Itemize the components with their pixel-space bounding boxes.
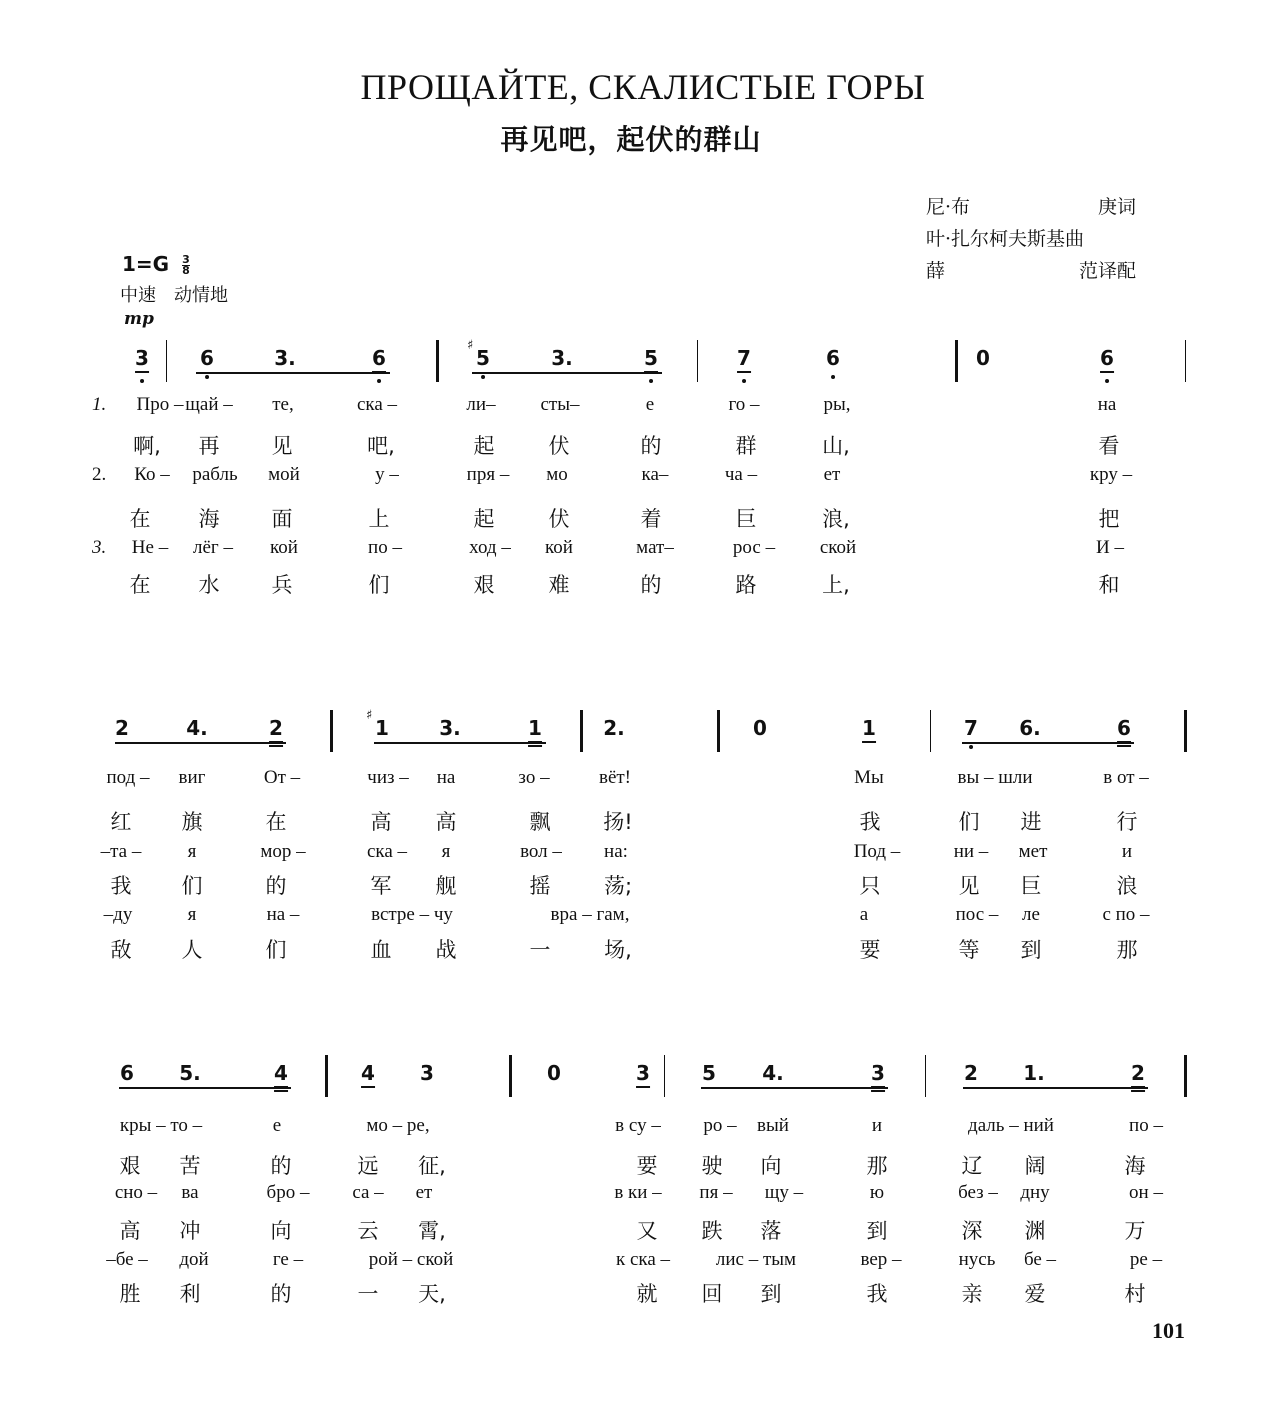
lyric-syllable: 看 bbox=[1098, 434, 1120, 458]
lyric-syllable: 山, bbox=[822, 434, 850, 458]
note: 3 bbox=[871, 1061, 885, 1085]
lyric-syllable: 征, bbox=[418, 1154, 446, 1178]
lyric-syllable: даль – ний bbox=[968, 1115, 1054, 1136]
time-signature: $\frac{3}{8}$ bbox=[182, 253, 190, 277]
lyric-syllable: зо – bbox=[518, 767, 550, 788]
underline-mark bbox=[361, 1086, 375, 1088]
beam-line bbox=[119, 1087, 291, 1089]
lyric-syllable: пя – bbox=[699, 1182, 733, 1203]
lyric-syllable: 把 bbox=[1098, 507, 1120, 531]
lyric-syllable: 起 bbox=[473, 507, 495, 531]
octave-dot-icon bbox=[969, 745, 973, 749]
lyric-syllable: 面 bbox=[271, 507, 293, 531]
tempo-marking: 中速 动情地 bbox=[120, 285, 228, 306]
lyric-syllable: 要 bbox=[859, 938, 881, 962]
lyric-syllable: на – bbox=[266, 904, 300, 925]
lyric-syllable: рос – bbox=[732, 537, 776, 558]
lyric-syllable: 上 bbox=[368, 507, 390, 531]
lyric-syllable: 到 bbox=[760, 1282, 782, 1306]
lyric-syllable: 我 bbox=[866, 1282, 888, 1306]
bar-line bbox=[509, 1055, 512, 1097]
note: 5 bbox=[702, 1061, 716, 1085]
lyric-syllable: щай – bbox=[185, 394, 233, 415]
lyric-syllable: 浪 bbox=[1116, 874, 1138, 898]
key-signature bbox=[122, 252, 190, 276]
credit-composer bbox=[926, 224, 1136, 251]
verse-number: 1. bbox=[92, 394, 107, 415]
verse-number: 2. bbox=[92, 464, 107, 485]
bar-line bbox=[325, 1055, 328, 1097]
note: 7 bbox=[964, 716, 978, 740]
dynamic-marking: mp bbox=[124, 309, 154, 329]
lyric-syllable: 红 bbox=[110, 810, 132, 834]
lyric-syllable: 进 bbox=[1020, 810, 1042, 834]
lyric-syllable: 一 bbox=[529, 938, 551, 962]
note: 6 bbox=[120, 1061, 134, 1085]
octave-dot-icon bbox=[742, 379, 746, 383]
lyric-syllable: я bbox=[187, 904, 197, 925]
lyric-syllable: он – bbox=[1129, 1182, 1163, 1203]
lyric-syllable: я bbox=[441, 841, 451, 862]
note: 3. bbox=[439, 716, 461, 740]
lyric-syllable: 巨 bbox=[735, 507, 757, 531]
lyric-syllable: сно – bbox=[114, 1182, 158, 1203]
lyric-syllable: 在 bbox=[129, 573, 151, 597]
note: 6 bbox=[1117, 716, 1131, 740]
bar-line bbox=[664, 1055, 665, 1097]
note: 0 bbox=[753, 716, 767, 740]
lyric-syllable: 浪, bbox=[822, 507, 850, 531]
lyric-syllable: вы – шли bbox=[957, 767, 1033, 788]
lyric-syllable: 伏 bbox=[548, 507, 570, 531]
lyric-syllable: 的 bbox=[640, 434, 662, 458]
underline-mark bbox=[269, 745, 283, 747]
lyric-syllable: 深 bbox=[961, 1219, 983, 1243]
lyric-syllable: 们 bbox=[265, 938, 287, 962]
bar-line bbox=[717, 710, 720, 752]
lyric-syllable: 兵 bbox=[271, 573, 293, 597]
lyric-syllable: кой bbox=[270, 537, 298, 558]
lyric-syllable: чиз – bbox=[367, 767, 409, 788]
bar-line bbox=[955, 340, 958, 382]
lyric-syllable: 再 bbox=[198, 434, 220, 458]
note: 6 bbox=[200, 346, 214, 370]
lyric-syllable: без – bbox=[958, 1182, 998, 1203]
underline-mark bbox=[737, 371, 751, 373]
lyric-syllable: 阔 bbox=[1024, 1154, 1046, 1178]
beam-line bbox=[472, 372, 662, 374]
credit-composer-name: 叶·扎尔柯夫斯基曲 bbox=[926, 228, 1085, 250]
lyric-syllable: и bbox=[1121, 841, 1133, 862]
beam-line bbox=[196, 372, 390, 374]
lyric-syllable: е bbox=[272, 1115, 282, 1136]
lyric-syllable: 人 bbox=[181, 938, 203, 962]
lyric-syllable: ро – bbox=[703, 1115, 737, 1136]
lyric-syllable: лис – тым bbox=[715, 1249, 797, 1270]
lyric-syllable: 扬! bbox=[603, 810, 633, 834]
octave-dot-icon bbox=[1105, 379, 1109, 383]
lyric-syllable: ча – bbox=[724, 464, 758, 485]
bar-line bbox=[697, 340, 698, 382]
lyric-syllable: ва bbox=[181, 1182, 199, 1203]
beam-line bbox=[963, 1087, 1148, 1089]
lyric-syllable: 起 bbox=[473, 434, 495, 458]
lyric-syllable: 行 bbox=[1116, 810, 1138, 834]
lyric-syllable: 见 bbox=[271, 434, 293, 458]
lyric-syllable: щу – bbox=[764, 1182, 804, 1203]
lyric-syllable: дой bbox=[179, 1249, 209, 1270]
lyric-syllable: 在 bbox=[129, 507, 151, 531]
underline-mark bbox=[1117, 745, 1131, 747]
lyric-syllable: пос – bbox=[955, 904, 999, 925]
lyric-syllable: мор – bbox=[260, 841, 306, 862]
lyric-syllable: виг bbox=[178, 767, 206, 788]
lyric-syllable: 海 bbox=[1124, 1154, 1146, 1178]
lyric-syllable: 们 bbox=[368, 573, 390, 597]
lyric-syllable: 霄, bbox=[418, 1219, 446, 1243]
lyric-syllable: 等 bbox=[958, 938, 980, 962]
lyric-syllable: у – bbox=[375, 464, 399, 485]
note: 2. bbox=[603, 716, 625, 740]
lyric-syllable: 见 bbox=[958, 874, 980, 898]
lyric-syllable: 摇 bbox=[529, 874, 551, 898]
credit-translator bbox=[926, 256, 1136, 283]
note: 2 bbox=[115, 716, 129, 740]
lyric-syllable: дну bbox=[1020, 1182, 1050, 1203]
lyric-syllable: бе – bbox=[1023, 1249, 1057, 1270]
lyric-syllable: вёт! bbox=[598, 767, 632, 788]
lyric-syllable: 的 bbox=[265, 874, 287, 898]
lyric-syllable: нусь bbox=[958, 1249, 996, 1270]
page-number: 101 bbox=[1152, 1318, 1185, 1343]
lyric-syllable: ход – bbox=[469, 537, 511, 558]
lyric-syllable: 战 bbox=[435, 938, 457, 962]
lyric-syllable: 到 bbox=[866, 1219, 888, 1243]
lyric-syllable: 们 bbox=[181, 874, 203, 898]
lyric-syllable: те, bbox=[272, 394, 294, 415]
lyric-syllable: в от – bbox=[1103, 767, 1149, 788]
note: 7 bbox=[737, 346, 751, 370]
lyric-syllable: по – bbox=[1129, 1115, 1163, 1136]
lyric-syllable: е bbox=[645, 394, 655, 415]
underline-mark bbox=[274, 1090, 288, 1092]
lyric-syllable: 吧, bbox=[367, 434, 395, 458]
beam-line bbox=[962, 742, 1134, 744]
lyric-syllable: 难 bbox=[548, 573, 570, 597]
lyric-syllable: на bbox=[1097, 394, 1117, 415]
lyric-syllable: 伏 bbox=[548, 434, 570, 458]
lyric-syllable: ни – bbox=[953, 841, 989, 862]
underline-mark bbox=[528, 745, 542, 747]
bar-line bbox=[580, 710, 583, 752]
lyric-syllable: 的 bbox=[270, 1282, 292, 1306]
lyric-syllable: ю bbox=[869, 1182, 885, 1203]
note: 2 bbox=[269, 716, 283, 740]
lyric-syllable: мо bbox=[546, 464, 568, 485]
lyric-syllable: 在 bbox=[265, 810, 287, 834]
bar-line bbox=[166, 340, 167, 382]
lyric-syllable: 群 bbox=[735, 434, 757, 458]
note: 4. bbox=[186, 716, 208, 740]
lyric-syllable: ка– bbox=[641, 464, 669, 485]
verse-number: 3. bbox=[92, 537, 107, 558]
lyric-syllable: 艰 bbox=[119, 1154, 141, 1178]
lyric-syllable: 又 bbox=[636, 1219, 658, 1243]
lyric-syllable: 场, bbox=[604, 938, 632, 962]
note: 4. bbox=[762, 1061, 784, 1085]
bar-line bbox=[1184, 710, 1187, 752]
note: 2 bbox=[1131, 1061, 1145, 1085]
lyric-syllable: в су – bbox=[615, 1115, 661, 1136]
lyric-syllable: ска – bbox=[366, 841, 408, 862]
lyric-syllable: 啊, bbox=[133, 434, 161, 458]
bar-line bbox=[330, 710, 333, 752]
note: 3. bbox=[274, 346, 296, 370]
lyric-syllable: 苦 bbox=[179, 1154, 201, 1178]
lyric-syllable: 向 bbox=[760, 1154, 782, 1178]
lyric-syllable: кру – bbox=[1089, 464, 1133, 485]
lyric-syllable: 军 bbox=[370, 874, 392, 898]
lyric-syllable: 辽 bbox=[961, 1154, 983, 1178]
lyric-syllable: 到 bbox=[1020, 938, 1042, 962]
lyric-syllable: мой bbox=[268, 464, 300, 485]
lyric-syllable: мо – ре, bbox=[366, 1115, 430, 1136]
note: 1 ♯ bbox=[366, 708, 389, 740]
note: 3 bbox=[420, 1061, 434, 1085]
lyric-syllable: бро – bbox=[266, 1182, 310, 1203]
lyric-syllable: 巨 bbox=[1020, 874, 1042, 898]
lyric-syllable: 就 bbox=[636, 1282, 658, 1306]
octave-dot-icon bbox=[205, 375, 209, 379]
lyric-syllable: ской bbox=[819, 537, 857, 558]
lyric-syllable: Не – bbox=[131, 537, 169, 558]
note: 3. bbox=[551, 346, 573, 370]
note: 4 bbox=[274, 1061, 288, 1085]
lyric-syllable: 冲 bbox=[179, 1219, 201, 1243]
lyric-syllable: ет bbox=[415, 1182, 433, 1203]
lyric-syllable: 万 bbox=[1124, 1219, 1146, 1243]
lyric-syllable: лёг – bbox=[193, 537, 233, 558]
lyric-syllable: 天, bbox=[418, 1282, 446, 1306]
lyric-syllable: а bbox=[859, 904, 869, 925]
note: 6 bbox=[372, 346, 386, 370]
lyric-syllable: 高 bbox=[435, 810, 457, 834]
lyric-syllable: От – bbox=[263, 767, 301, 788]
octave-dot-icon bbox=[649, 379, 653, 383]
underline-mark bbox=[135, 371, 149, 373]
octave-dot-icon bbox=[481, 375, 485, 379]
title-chinese: 再见吧，起伏的群山 bbox=[500, 123, 762, 156]
lyric-syllable: Про – bbox=[136, 394, 184, 415]
lyric-syllable: 艰 bbox=[473, 573, 495, 597]
note: 1. bbox=[1023, 1061, 1045, 1085]
note: 1 bbox=[528, 716, 542, 740]
lyric-syllable: 那 bbox=[1116, 938, 1138, 962]
lyric-syllable: –ду bbox=[103, 904, 133, 925]
lyric-syllable: 那 bbox=[866, 1154, 888, 1178]
lyric-syllable: са – bbox=[352, 1182, 384, 1203]
title-russian: ПРОЩАЙТЕ, СКАЛИСТЫЕ ГОРЫ bbox=[360, 67, 926, 107]
octave-dot-icon bbox=[831, 375, 835, 379]
lyric-syllable: 落 bbox=[760, 1219, 782, 1243]
lyric-syllable: ре – bbox=[1129, 1249, 1163, 1270]
lyric-syllable: Ко – bbox=[134, 464, 170, 485]
lyric-syllable: к ска – bbox=[615, 1249, 671, 1270]
lyric-syllable: 水 bbox=[198, 573, 220, 597]
lyric-syllable: 血 bbox=[370, 938, 392, 962]
lyric-syllable: 跌 bbox=[701, 1219, 723, 1243]
lyric-syllable: 旗 bbox=[181, 810, 203, 834]
lyric-syllable: ли– bbox=[466, 394, 496, 415]
lyric-syllable: 回 bbox=[701, 1282, 723, 1306]
lyric-syllable: вол – bbox=[520, 841, 562, 862]
note: 4 bbox=[361, 1061, 375, 1085]
lyric-syllable: встре – чу bbox=[371, 904, 453, 925]
lyric-syllable: я bbox=[187, 841, 197, 862]
note: 2 bbox=[964, 1061, 978, 1085]
lyric-syllable: мет bbox=[1018, 841, 1048, 862]
note: 6 bbox=[826, 346, 840, 370]
lyric-syllable: мат– bbox=[636, 537, 674, 558]
lyric-syllable: 飘 bbox=[529, 810, 551, 834]
lyric-syllable: 驶 bbox=[701, 1154, 723, 1178]
bar-line bbox=[1185, 340, 1186, 382]
lyric-syllable: кой bbox=[545, 537, 573, 558]
lyric-syllable: сты– bbox=[540, 394, 580, 415]
key-label: 1=G bbox=[122, 252, 170, 276]
underline-mark bbox=[871, 1090, 885, 1092]
lyric-syllable: ет bbox=[823, 464, 841, 485]
note: 5 ♯ bbox=[476, 346, 490, 370]
lyric-syllable: под – bbox=[106, 767, 150, 788]
lyric-syllable: на bbox=[436, 767, 456, 788]
lyric-syllable: ры, bbox=[823, 394, 851, 415]
lyric-syllable: 云 bbox=[357, 1219, 379, 1243]
beam-line bbox=[374, 742, 546, 744]
lyric-syllable: 们 bbox=[958, 810, 980, 834]
lyric-syllable: 海 bbox=[198, 507, 220, 531]
note: 3 bbox=[135, 346, 149, 370]
lyric-syllable: вер – bbox=[860, 1249, 902, 1270]
sharp-icon: ♯ bbox=[467, 338, 474, 353]
note: 1 bbox=[862, 716, 876, 740]
sharp-icon: ♯ bbox=[366, 708, 373, 723]
note: 3 bbox=[636, 1061, 650, 1085]
lyric-syllable: ска – bbox=[356, 394, 398, 415]
lyric-syllable: го – bbox=[728, 394, 760, 415]
lyric-syllable: по – bbox=[368, 537, 402, 558]
lyric-syllable: 着 bbox=[640, 507, 662, 531]
octave-dot-icon bbox=[140, 379, 144, 383]
lyric-syllable: 我 bbox=[110, 874, 132, 898]
lyric-syllable: 一 bbox=[357, 1282, 379, 1306]
lyric-syllable: рабль bbox=[192, 464, 238, 485]
lyric-syllable: 的 bbox=[270, 1154, 292, 1178]
lyric-syllable: ге – bbox=[272, 1249, 304, 1270]
credit-lyricist-name: 尼·布 bbox=[926, 196, 971, 218]
beam-line bbox=[701, 1087, 888, 1089]
lyric-syllable: –та – bbox=[100, 841, 142, 862]
underline-mark bbox=[862, 741, 876, 743]
lyric-syllable: вра – гам, bbox=[550, 904, 630, 925]
lyric-syllable: 路 bbox=[735, 573, 757, 597]
bar-line bbox=[930, 710, 931, 752]
underline-mark bbox=[1131, 1090, 1145, 1092]
bar-line bbox=[1184, 1055, 1187, 1097]
lyric-syllable: рой – ской bbox=[368, 1249, 454, 1270]
lyric-syllable: 和 bbox=[1098, 573, 1120, 597]
credit-translator-role: 范译配 bbox=[1078, 260, 1136, 282]
lyric-syllable: Под – bbox=[853, 841, 901, 862]
underline-mark bbox=[636, 1086, 650, 1088]
note: 0 bbox=[976, 346, 990, 370]
lyric-syllable: пря – bbox=[466, 464, 510, 485]
lyric-syllable: 向 bbox=[270, 1219, 292, 1243]
note: 5 bbox=[644, 346, 658, 370]
beam-line bbox=[115, 742, 286, 744]
lyric-syllable: 远 bbox=[357, 1154, 379, 1178]
bar-line bbox=[436, 340, 439, 382]
lyric-syllable: и bbox=[871, 1115, 883, 1136]
lyric-syllable: 村 bbox=[1124, 1282, 1146, 1306]
lyric-syllable: 胜 bbox=[119, 1282, 141, 1306]
lyric-syllable: И – bbox=[1096, 537, 1124, 558]
lyric-syllable: 高 bbox=[119, 1219, 141, 1243]
underline-mark bbox=[1100, 371, 1114, 373]
lyric-syllable: Мы bbox=[854, 767, 884, 788]
credit-translator-name: 薛 bbox=[926, 260, 946, 282]
lyric-syllable: 亲 bbox=[961, 1282, 983, 1306]
lyric-syllable: кры – то – bbox=[119, 1115, 203, 1136]
lyric-syllable: 高 bbox=[370, 810, 392, 834]
lyric-syllable: 我 bbox=[859, 810, 881, 834]
lyric-syllable: 的 bbox=[640, 573, 662, 597]
lyric-syllable: 敌 bbox=[110, 938, 132, 962]
lyric-syllable: с по – bbox=[1102, 904, 1150, 925]
lyric-syllable: на: bbox=[604, 841, 628, 862]
octave-dot-icon bbox=[377, 379, 381, 383]
credit-lyricist bbox=[926, 192, 1136, 219]
lyric-syllable: ле bbox=[1022, 904, 1040, 925]
note: 0 bbox=[547, 1061, 561, 1085]
lyric-syllable: 荡; bbox=[603, 874, 633, 898]
lyric-syllable: 要 bbox=[636, 1154, 658, 1178]
bar-line bbox=[925, 1055, 926, 1097]
lyric-syllable: 舰 bbox=[435, 874, 457, 898]
lyric-syllable: 利 bbox=[179, 1282, 201, 1306]
lyric-syllable: 渊 bbox=[1024, 1219, 1046, 1243]
lyric-syllable: вый bbox=[757, 1115, 789, 1136]
note: 6 bbox=[1100, 346, 1114, 370]
credit-lyricist-role: 庚词 bbox=[1097, 196, 1136, 218]
lyric-syllable: 上, bbox=[822, 573, 850, 597]
note: 5. bbox=[179, 1061, 201, 1085]
lyric-syllable: –бе – bbox=[106, 1249, 148, 1270]
lyric-syllable: 爱 bbox=[1024, 1282, 1046, 1306]
lyric-syllable: в ки – bbox=[614, 1182, 662, 1203]
note: 6. bbox=[1019, 716, 1041, 740]
lyric-syllable: 只 bbox=[859, 874, 881, 898]
